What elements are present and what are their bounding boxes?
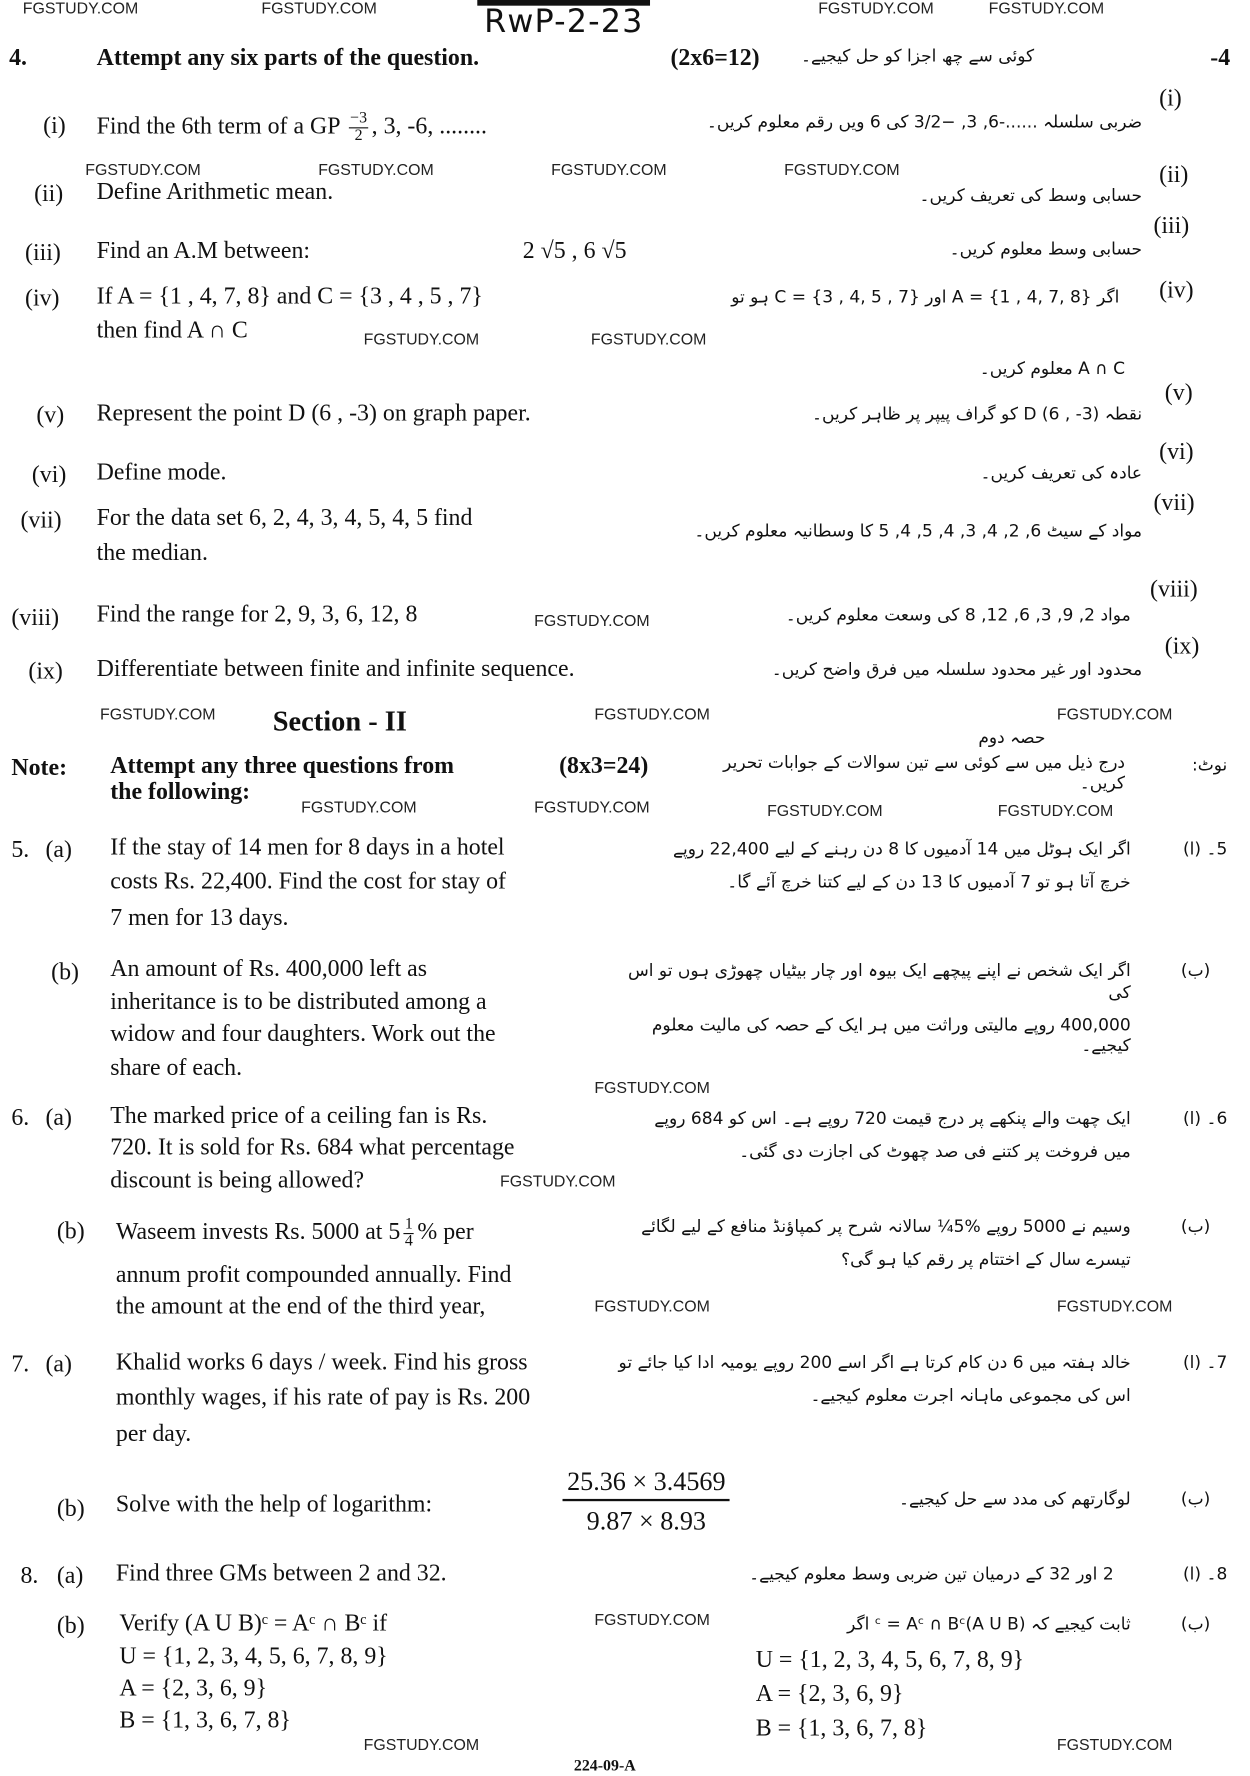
part-text: Find the 6th term of a GP $\frac{-3}{2}$ , 3, -6, ........ — [96, 110, 487, 145]
part-text: Khalid works 6 days / week. Find his gross — [115, 1347, 528, 1376]
urdu-part-text: میں فروخت پر کتنے فی صد چھوٹ کی اجازت دی گئی۔ — [739, 1140, 1131, 1162]
urdu-set-a: A = {2, 3, 6, 9} — [755, 1679, 904, 1707]
part-text: Find an A.M between: — [96, 236, 311, 264]
part-text: monthly wages, if his rate of pay is Rs. 200 — [115, 1382, 531, 1411]
part-text: the median. — [96, 538, 208, 566]
watermark: FGSTUDY.COM — [301, 797, 417, 816]
urdu-part-label: (ii) — [1159, 160, 1189, 188]
urdu-part-label: 8۔ (ا) — [1183, 1563, 1228, 1585]
note-text: the following: — [110, 777, 251, 805]
handwritten-paper-code: RwP-2-23 — [477, 0, 650, 38]
urdu-part-block — [602, 960, 1130, 1068]
urdu-part-text: ثابت کیجیے کہ (A U B)ᶜ = Aᶜ ∩ Bᶜ اگر — [847, 1613, 1131, 1635]
watermark: FGSTUDY.COM — [85, 160, 201, 179]
urdu-title: کوئی سے چھ اجزا کو حل کیجیے۔ — [800, 45, 1035, 66]
urdu-part-text: اگر ایک ہوٹل میں 14 آدمیوں کا 8 دن رہنے کے لیے 22,400 روپے — [673, 838, 1131, 860]
part-text: Represent the point D (6 , -3) on graph paper. — [96, 398, 531, 427]
question-number: 5. — [11, 835, 30, 863]
part-label: (a) — [45, 1350, 72, 1378]
part-text: Define mode. — [96, 457, 227, 486]
question-title: Attempt any six parts of the question. — [96, 43, 480, 71]
part-text: The marked price of a ceiling fan is Rs. — [110, 1101, 488, 1129]
urdu-part-text: A ∩ C معلوم کریں۔ — [979, 357, 1126, 379]
watermark: FGSTUDY.COM — [22, 0, 139, 18]
urdu-part-text: اس کی مجموعی ماہانہ اجرت معلوم کیجیے۔ — [810, 1384, 1131, 1406]
part-text: Solve with the help of logarithm: — [115, 1489, 433, 1518]
watermark: FGSTUDY.COM — [1056, 1735, 1173, 1754]
urdu-part-label: (ب) — [1180, 960, 1211, 981]
part-text: 7 men for 13 days. — [110, 903, 289, 931]
part-label: (iii) — [25, 238, 61, 266]
urdu-part-block — [602, 839, 1130, 904]
question-number: 6. — [11, 1103, 30, 1131]
watermark: FGSTUDY.COM — [590, 329, 707, 348]
urdu-part-block — [602, 1216, 1130, 1281]
part-text: the amount at the end of the third year, — [115, 1292, 486, 1320]
urdu-part-label: (vii) — [1153, 488, 1195, 516]
urdu-part-label: (iii) — [1153, 211, 1190, 239]
urdu-part-text: 2 اور 32 کے درمیان تین ضربی وسط معلوم کیجیے۔ — [749, 1563, 1114, 1585]
part-text: 720. It is sold for Rs. 684 what percentage — [110, 1132, 515, 1161]
part-label: (b) — [51, 957, 79, 986]
part-text: Verify (A U B)ᶜ = Aᶜ ∩ Bᶜ if — [119, 1609, 388, 1637]
section-title: Section - II — [272, 706, 407, 738]
urdu-part-label: (ب) — [1180, 1488, 1211, 1510]
part-values: 2 √5 , 6 √5 — [522, 236, 627, 264]
question-number: 4. — [9, 43, 27, 71]
urdu-part-text: نقطہ D (6 , -3) کو گراف پیپر پر ظاہر کریں۔ — [812, 403, 1143, 424]
urdu-part-label: (ix) — [1164, 631, 1200, 660]
part-text: Differentiate between finite and infinite sequence. — [96, 654, 575, 682]
watermark: FGSTUDY.COM — [594, 704, 710, 723]
part-label: (a) — [45, 835, 72, 863]
urdu-part-text: حسابی وسط کی تعریف کریں۔ — [919, 185, 1143, 206]
note-label: Note: — [11, 753, 68, 781]
watermark: FGSTUDY.COM — [1056, 704, 1173, 723]
part-text: Define Arithmetic mean. — [96, 177, 334, 205]
part-label: (b) — [56, 1611, 85, 1639]
part-label: (ix) — [28, 656, 63, 685]
watermark: FGSTUDY.COM — [818, 0, 934, 18]
urdu-part-text: مواد 2, 9, 3, 6, 12, 8 کی وسعت معلوم کریں۔ — [785, 604, 1131, 626]
urdu-part-text: لوگارتھم کی مدد سے حل کیجیے۔ — [899, 1488, 1131, 1510]
part-label: (viii) — [11, 603, 60, 631]
watermark: FGSTUDY.COM — [318, 160, 434, 179]
watermark: FGSTUDY.COM — [594, 1610, 710, 1629]
urdu-part-label: (viii) — [1150, 575, 1198, 603]
watermark: FGSTUDY.COM — [534, 797, 650, 816]
watermark: FGSTUDY.COM — [500, 1171, 616, 1190]
watermark: FGSTUDY.COM — [363, 1735, 480, 1754]
part-text: widow and four daughters. Work out the — [110, 1019, 496, 1047]
set-u: U = {1, 2, 3, 4, 5, 6, 7, 8, 9} — [119, 1642, 388, 1670]
watermark: FGSTUDY.COM — [997, 801, 1114, 820]
note-label-urdu: نوٹ: — [1191, 754, 1228, 776]
urdu-set-u: U = {1, 2, 3, 4, 5, 6, 7, 8, 9} — [755, 1645, 1025, 1673]
part-text: Waseem invests Rs. 5000 at 5 $\frac{1}{4}$ % per — [115, 1215, 474, 1251]
urdu-part-text: خالد ہفتہ میں 6 دن کام کرتا ہے اگر اسے 200 روپے یومیہ ادا کیا جائے تو — [618, 1352, 1131, 1373]
urdu-part-text: اگر ایک شخص نے اپنے پیچھے ایک بیوہ اور چار بیٹیاں چھوڑی ہوں تو اس کی — [627, 960, 1131, 1003]
part-text: per day. — [115, 1419, 192, 1447]
urdu-part-text: 400,000 روپے مالیتی وراثت میں ہر ایک کے حصہ کی مالیت معلوم کیجیے۔ — [651, 1014, 1131, 1056]
watermark: FGSTUDY.COM — [988, 0, 1105, 18]
part-label: (b) — [56, 1494, 85, 1522]
urdu-part-block — [642, 1108, 1131, 1173]
part-label: (vi) — [31, 460, 67, 488]
urdu-set-b: B = {1, 3, 6, 7, 8} — [755, 1713, 928, 1741]
urdu-part-text: حسابی وسط معلوم کریں۔ — [949, 238, 1143, 260]
urdu-part-text: عادہ کی تعریف کریں۔ — [980, 462, 1143, 483]
watermark: FGSTUDY.COM — [1056, 1296, 1173, 1315]
note-urdu: درج ذیل میں سے کوئی سے تین سوالات کے جوابات تحریر کریں۔ — [723, 752, 1126, 794]
part-label: (a) — [45, 1103, 72, 1131]
paper-code-footer: 224-09-A — [573, 1758, 636, 1776]
section-title-urdu: حصہ دوم — [978, 727, 1046, 748]
watermark: FGSTUDY.COM — [551, 160, 667, 179]
part-text: inheritance is to be distributed among a — [110, 987, 487, 1015]
question-marks: (2x6=12) — [670, 43, 760, 71]
part-text: Find the range for 2, 9, 3, 6, 12, 8 — [96, 600, 418, 628]
watermark: FGSTUDY.COM — [534, 611, 650, 630]
part-text: costs Rs. 22,400. Find the cost for stay of — [110, 867, 506, 895]
urdu-part-label: (ب) — [1180, 1613, 1211, 1635]
urdu-part-label: 7۔ (ا) — [1183, 1352, 1228, 1373]
urdu-part-text: اگر A = {1 , 4, 7, 8} اور C = {3 , 4, 5 , 7} ہو تو — [731, 286, 1120, 307]
fraction: $\frac{-3}{2}$ — [350, 110, 368, 145]
part-label: (ii) — [34, 179, 64, 207]
urdu-part-text: خرچ آتا ہو تو 7 آدمیوں کا 13 دن کے لیے کتنا خرچ آئے گا۔ — [727, 871, 1131, 892]
part-label: (v) — [36, 401, 65, 429]
question-number: 8. — [20, 1561, 39, 1589]
part-label: (iv) — [25, 284, 60, 312]
watermark: FGSTUDY.COM — [767, 801, 883, 820]
urdu-part-block — [602, 1352, 1130, 1417]
part-text: discount is being allowed? — [110, 1165, 365, 1194]
urdu-part-label: (ب) — [1180, 1215, 1211, 1237]
part-text: annum profit compounded annually. Find — [115, 1260, 512, 1288]
urdu-part-text: تیسرے سال کے اختتام پر رقم کیا ہو گی؟ — [841, 1248, 1131, 1270]
set-b: B = {1, 3, 6, 7, 8} — [119, 1705, 291, 1734]
set-a: A = {2, 3, 6, 9} — [119, 1673, 268, 1702]
part-label: (b) — [56, 1217, 85, 1245]
denominator: 9.87 × 8.93 — [586, 1506, 706, 1536]
urdu-part-label: (i) — [1159, 84, 1182, 112]
part-text: share of each. — [110, 1053, 243, 1081]
urdu-part-text: ایک چھت والے پنکھے پر درج قیمت 720 روپے ہے۔ اس کو 684 روپے — [654, 1107, 1131, 1129]
watermark: FGSTUDY.COM — [363, 329, 480, 348]
watermark: FGSTUDY.COM — [261, 0, 377, 18]
question-number: 7. — [11, 1350, 30, 1378]
urdu-part-text: وسیم نے 5000 روپے %5¼ سالانہ شرح پر کمپاؤنڈ منافع کے لیے لگائے — [641, 1215, 1131, 1237]
logarithm-expression — [563, 1468, 731, 1534]
part-label: (i) — [43, 111, 66, 139]
part-text: If A = {1 , 4, 7, 8} and C = {3 , 4 , 5 , 7} — [96, 281, 483, 310]
watermark: FGSTUDY.COM — [594, 1296, 710, 1315]
urdu-part-label: (vi) — [1159, 437, 1194, 465]
part-label: (a) — [56, 1561, 84, 1589]
urdu-part-label: (v) — [1164, 378, 1193, 406]
note-text: Attempt any three questions from — [110, 751, 455, 779]
watermark: FGSTUDY.COM — [594, 1078, 710, 1097]
urdu-part-text: محدود اور غیر محدود سلسلہ میں فرق واضح کریں۔ — [771, 659, 1143, 680]
part-text: For the data set 6, 2, 4, 3, 4, 5, 4, 5 find — [96, 503, 473, 531]
part-text: An amount of Rs. 400,000 left as — [110, 954, 428, 982]
urdu-part-text: ضربی سلسلہ ......-6, 3, −3/2 کی 6 ویں رقم معلوم کریں۔ — [706, 111, 1143, 132]
urdu-part-label: 5۔ (ا) — [1183, 838, 1228, 860]
fraction: $\frac{1}{4}$ — [404, 1215, 413, 1251]
urdu-part-label: (iv) — [1159, 276, 1194, 304]
watermark: FGSTUDY.COM — [100, 704, 216, 723]
urdu-part-label: 6۔ (ا) — [1183, 1107, 1228, 1129]
watermark: FGSTUDY.COM — [784, 160, 900, 179]
part-text: then find A ∩ C — [96, 315, 248, 344]
urdu-part-text: مواد کے سیٹ 6, 2, 4, 3, 4, 5, 4, 5 کا وسطانیہ معلوم کریں۔ — [694, 520, 1143, 541]
section-marks: (8x3=24) — [559, 751, 649, 779]
part-text: If the stay of 14 men for 8 days in a hotel — [110, 832, 505, 861]
part-text: Find three GMs between 2 and 32. — [115, 1559, 447, 1587]
numerator: 25.36 × 3.4569 — [563, 1468, 731, 1501]
part-label: (vii) — [20, 505, 62, 533]
urdu-question-number: -4 — [1210, 43, 1231, 71]
